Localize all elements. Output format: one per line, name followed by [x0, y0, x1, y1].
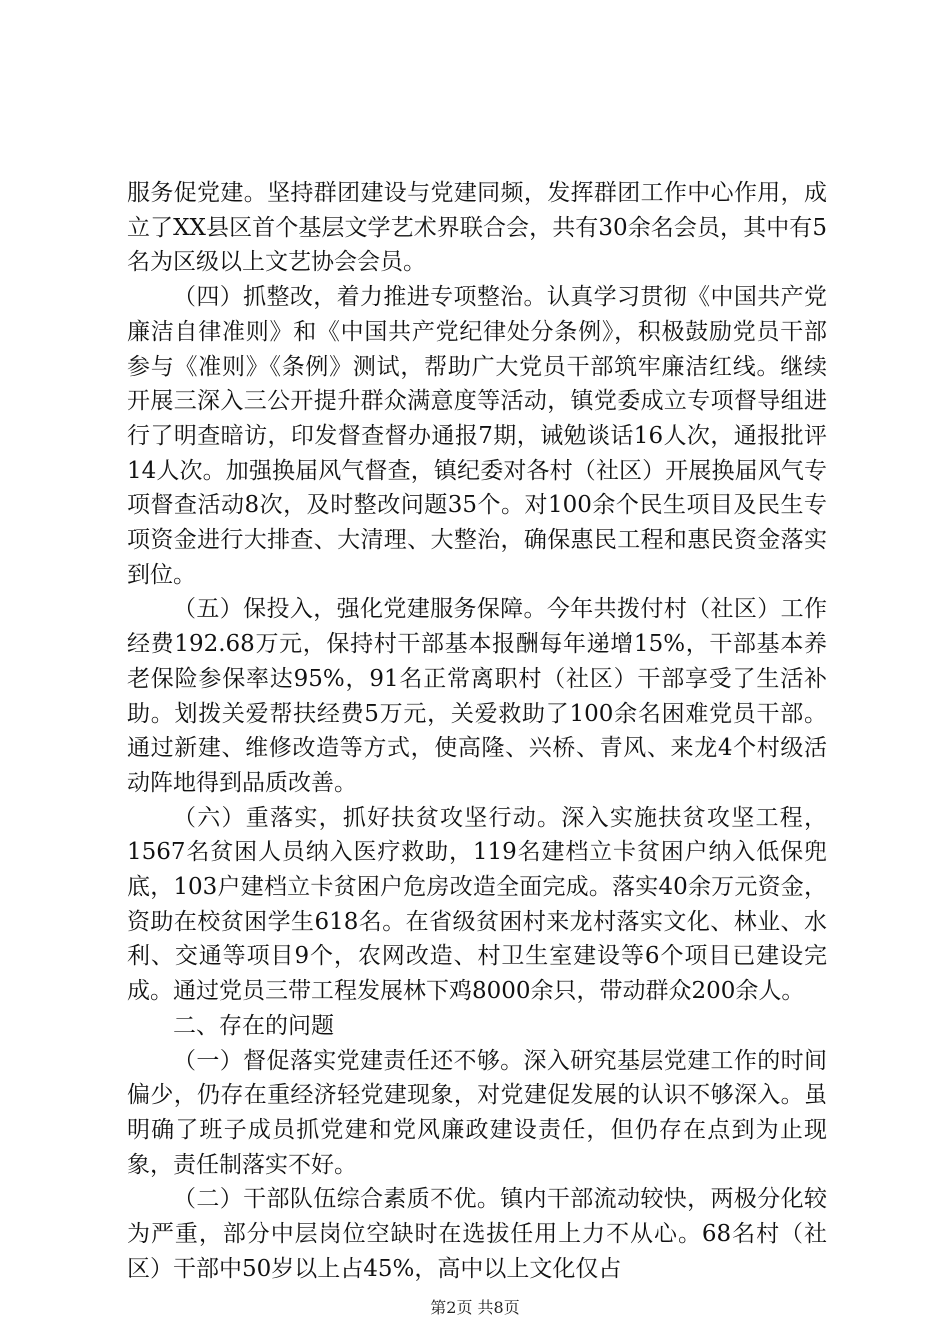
paragraph-problem-1: （一）督促落实党建责任还不够。深入研究基层党建工作的时间偏少，仍存在重经济轻党建现象，对党建促发展的认识不够深入。虽明确了班子成员抓党建和党风廉政建设责任，但仍存在点到为止现象，责任制落实不好。	[127, 1047, 827, 1178]
paragraph-section-6: （六）重落实，抓好扶贫攻坚行动。深入实施扶贫攻坚工程，1567名贫困人员纳入医疗救助，119名建档立卡贫困户纳入低保兜底，103户建档立卡贫困户危房改造全面完成。落实40余万元资金，资助在校贫困学生618名。在省级贫困村来龙村落实文化、林业、水利、交通等项目9个，农网改造、村卫生室建设等6个项目已建设完成。通过党员三带工程发展林下鸡8000余只，带动群众200余人。	[127, 804, 827, 1005]
paragraph-section-4: （四）抓整改，着力推进专项整治。认真学习贯彻《中国共产党廉洁自律准则》和《中国共产党纪律处分条例》，积极鼓励党员干部参与《准则》《条例》测试，帮助广大党员干部筑牢廉洁红线。继续开展三深入三公开提升群众满意度等活动，镇党委成立专项督导组进行了明查暗访，印发督查督办通报7期，诫勉谈话16人次，通报批评14人次。加强换届风气督查，镇纪委对各村（社区）开展换届风气专项督查活动8次，及时整改问题35个。对100余个民生项目及民生专项资金进行大排查、大清理、大整治，确保惠民工程和惠民资金落实到位。	[127, 284, 827, 588]
paragraph-section-5: （五）保投入，强化党建服务保障。今年共拨付村（社区）工作经费192.68万元，保持村干部基本报酬每年递增15%，干部基本养老保险参保率达95%，91名正常离职村（社区）干部享受了生活补助。划拨关爱帮扶经费5万元，关爱救助了100余名困难党员干部。通过新建、维修改造等方式，使高隆、兴桥、青风、来龙4个村级活动阵地得到品质改善。	[127, 596, 827, 796]
heading-existing-problems: 二、存在的问题	[173, 1012, 334, 1039]
document-body	[127, 176, 827, 1287]
paragraph-continuation: 服务促党建。坚持群团建设与党建同频，发挥群团工作中心作用，成立了XX县区首个基层文学艺术界联合会，共有30余名会员，其中有5名为区级以上文艺协会会员。	[127, 180, 827, 276]
page-footer: 第2页 共8页	[430, 1298, 520, 1317]
paragraph-problem-2: （二）干部队伍综合素质不优。镇内干部流动较快，两极分化较为严重，部分中层岗位空缺时在选拔任用上力不从心。68名村（社区）干部中50岁以上占45%，高中以上文化仅占	[127, 1186, 827, 1282]
